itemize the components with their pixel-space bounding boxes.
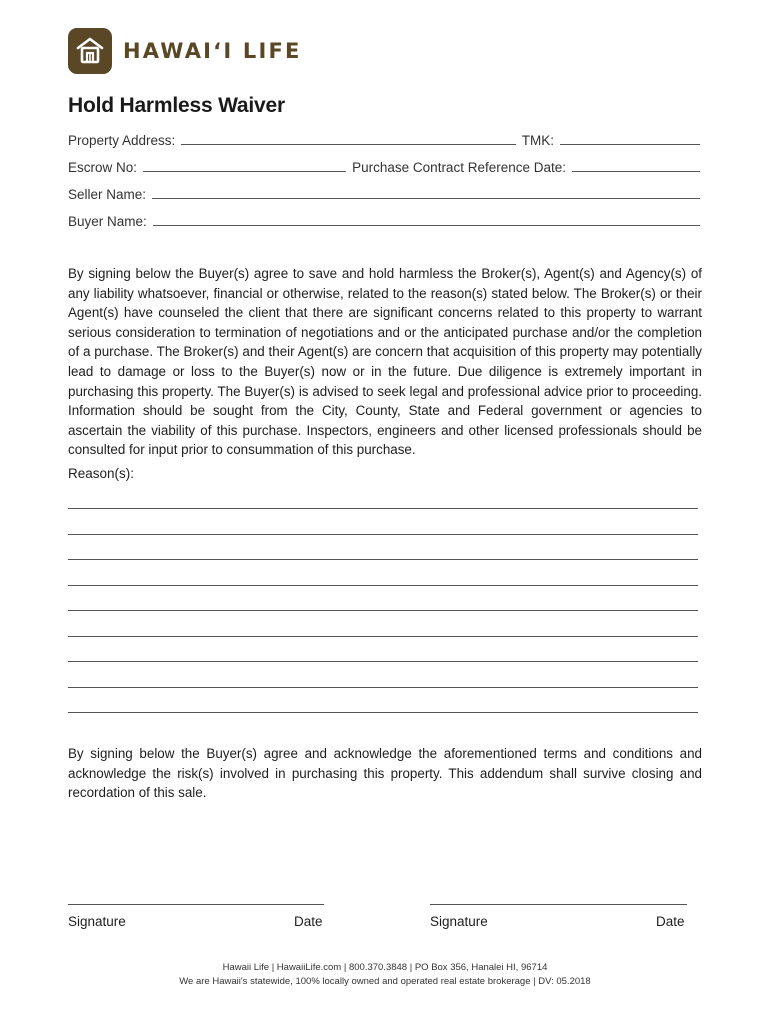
tmk-label: TMK: <box>521 133 554 148</box>
reason-line[interactable] <box>68 611 698 637</box>
acknowledgement-paragraph: By signing below the Buyer(s) agree and acknowledge the aforementioned terms and conditions and acknowledge the risk(s) involved in purchasing this property. This addendum shall survive closing and recordation of this sale. <box>68 746 702 801</box>
footer-contact: Hawaii Life | HawaiiLife.com | 800.370.3848 | PO Box 356, Hanalei HI, 96714 <box>222 962 548 973</box>
seller-row <box>68 184 700 202</box>
buyer-name-label: Buyer Name: <box>68 214 147 229</box>
escrow-no-field[interactable] <box>143 170 346 172</box>
buyer-name-field[interactable] <box>153 224 700 226</box>
date-label-2: Date <box>656 914 685 929</box>
signature-label-1: Signature <box>68 914 126 929</box>
brand-name: HAWAI‘I LIFE <box>123 39 302 63</box>
house-icon <box>68 28 112 74</box>
reason-line[interactable] <box>68 535 698 561</box>
buyer-signature-line-1[interactable] <box>68 903 324 905</box>
reason-line[interactable] <box>68 498 698 509</box>
footer-tagline: We are Hawaii's statewide, 100% locally owned and operated real estate brokerage | DV: 05.2018 <box>179 976 591 987</box>
escrow-no-label: Escrow No: <box>68 160 138 175</box>
escrow-row <box>68 157 700 175</box>
tmk-field[interactable] <box>560 143 700 145</box>
property-row <box>68 130 700 148</box>
reason-line[interactable] <box>68 509 698 535</box>
reason-line[interactable] <box>68 688 698 714</box>
seller-name-label: Seller Name: <box>68 187 147 202</box>
reason-line[interactable] <box>68 662 698 688</box>
brand-logo <box>68 28 302 74</box>
purchase-contract-date-label: Purchase Contract Reference Date: <box>352 160 566 175</box>
waiver-paragraph: By signing below the Buyer(s) agree to save and hold harmless the Broker(s), Agent(s) and Agency(s) of any liability whatsoever, financial or otherwise, related to the reason(s) stated below. The Broker(s) or their Agent(s) have counseled the client that there are significant concerns related to this property to warrant serious consideration to termination of negotiations and or the anticipated purchase and/or the completion of a purchase. The Broker(s) and their Agent(s) are concern that acquisition of this property may potentially lead to damage or loss to the Buyer(s) now or in the future. Due diligence is extremely important in purchasing this property. The Buyer(s) is advised to seek legal and professional advice prior to proceeding. Information should be sought from the City, County, State and Federal government or agencies to ascertain the viability of this purchase. Inspectors, engineers and other licensed professionals should be consulted for input prior to consummation of this purchase. <box>68 266 702 458</box>
buyer-row <box>68 211 700 229</box>
document-title: Hold Harmless Waiver <box>68 94 285 117</box>
seller-name-field[interactable] <box>152 197 700 199</box>
reason-line[interactable] <box>68 586 698 612</box>
date-label-1: Date <box>294 914 323 929</box>
purchase-contract-date-field[interactable] <box>572 170 700 172</box>
reasons-field[interactable] <box>68 498 698 713</box>
buyer-signature-line-2[interactable] <box>430 903 687 905</box>
property-address-field[interactable] <box>181 143 515 145</box>
signature-label-2: Signature <box>430 914 488 929</box>
reason-line[interactable] <box>68 560 698 586</box>
property-address-label: Property Address: <box>68 133 176 148</box>
reason-line[interactable] <box>68 637 698 663</box>
reasons-label: Reason(s): <box>68 466 135 481</box>
